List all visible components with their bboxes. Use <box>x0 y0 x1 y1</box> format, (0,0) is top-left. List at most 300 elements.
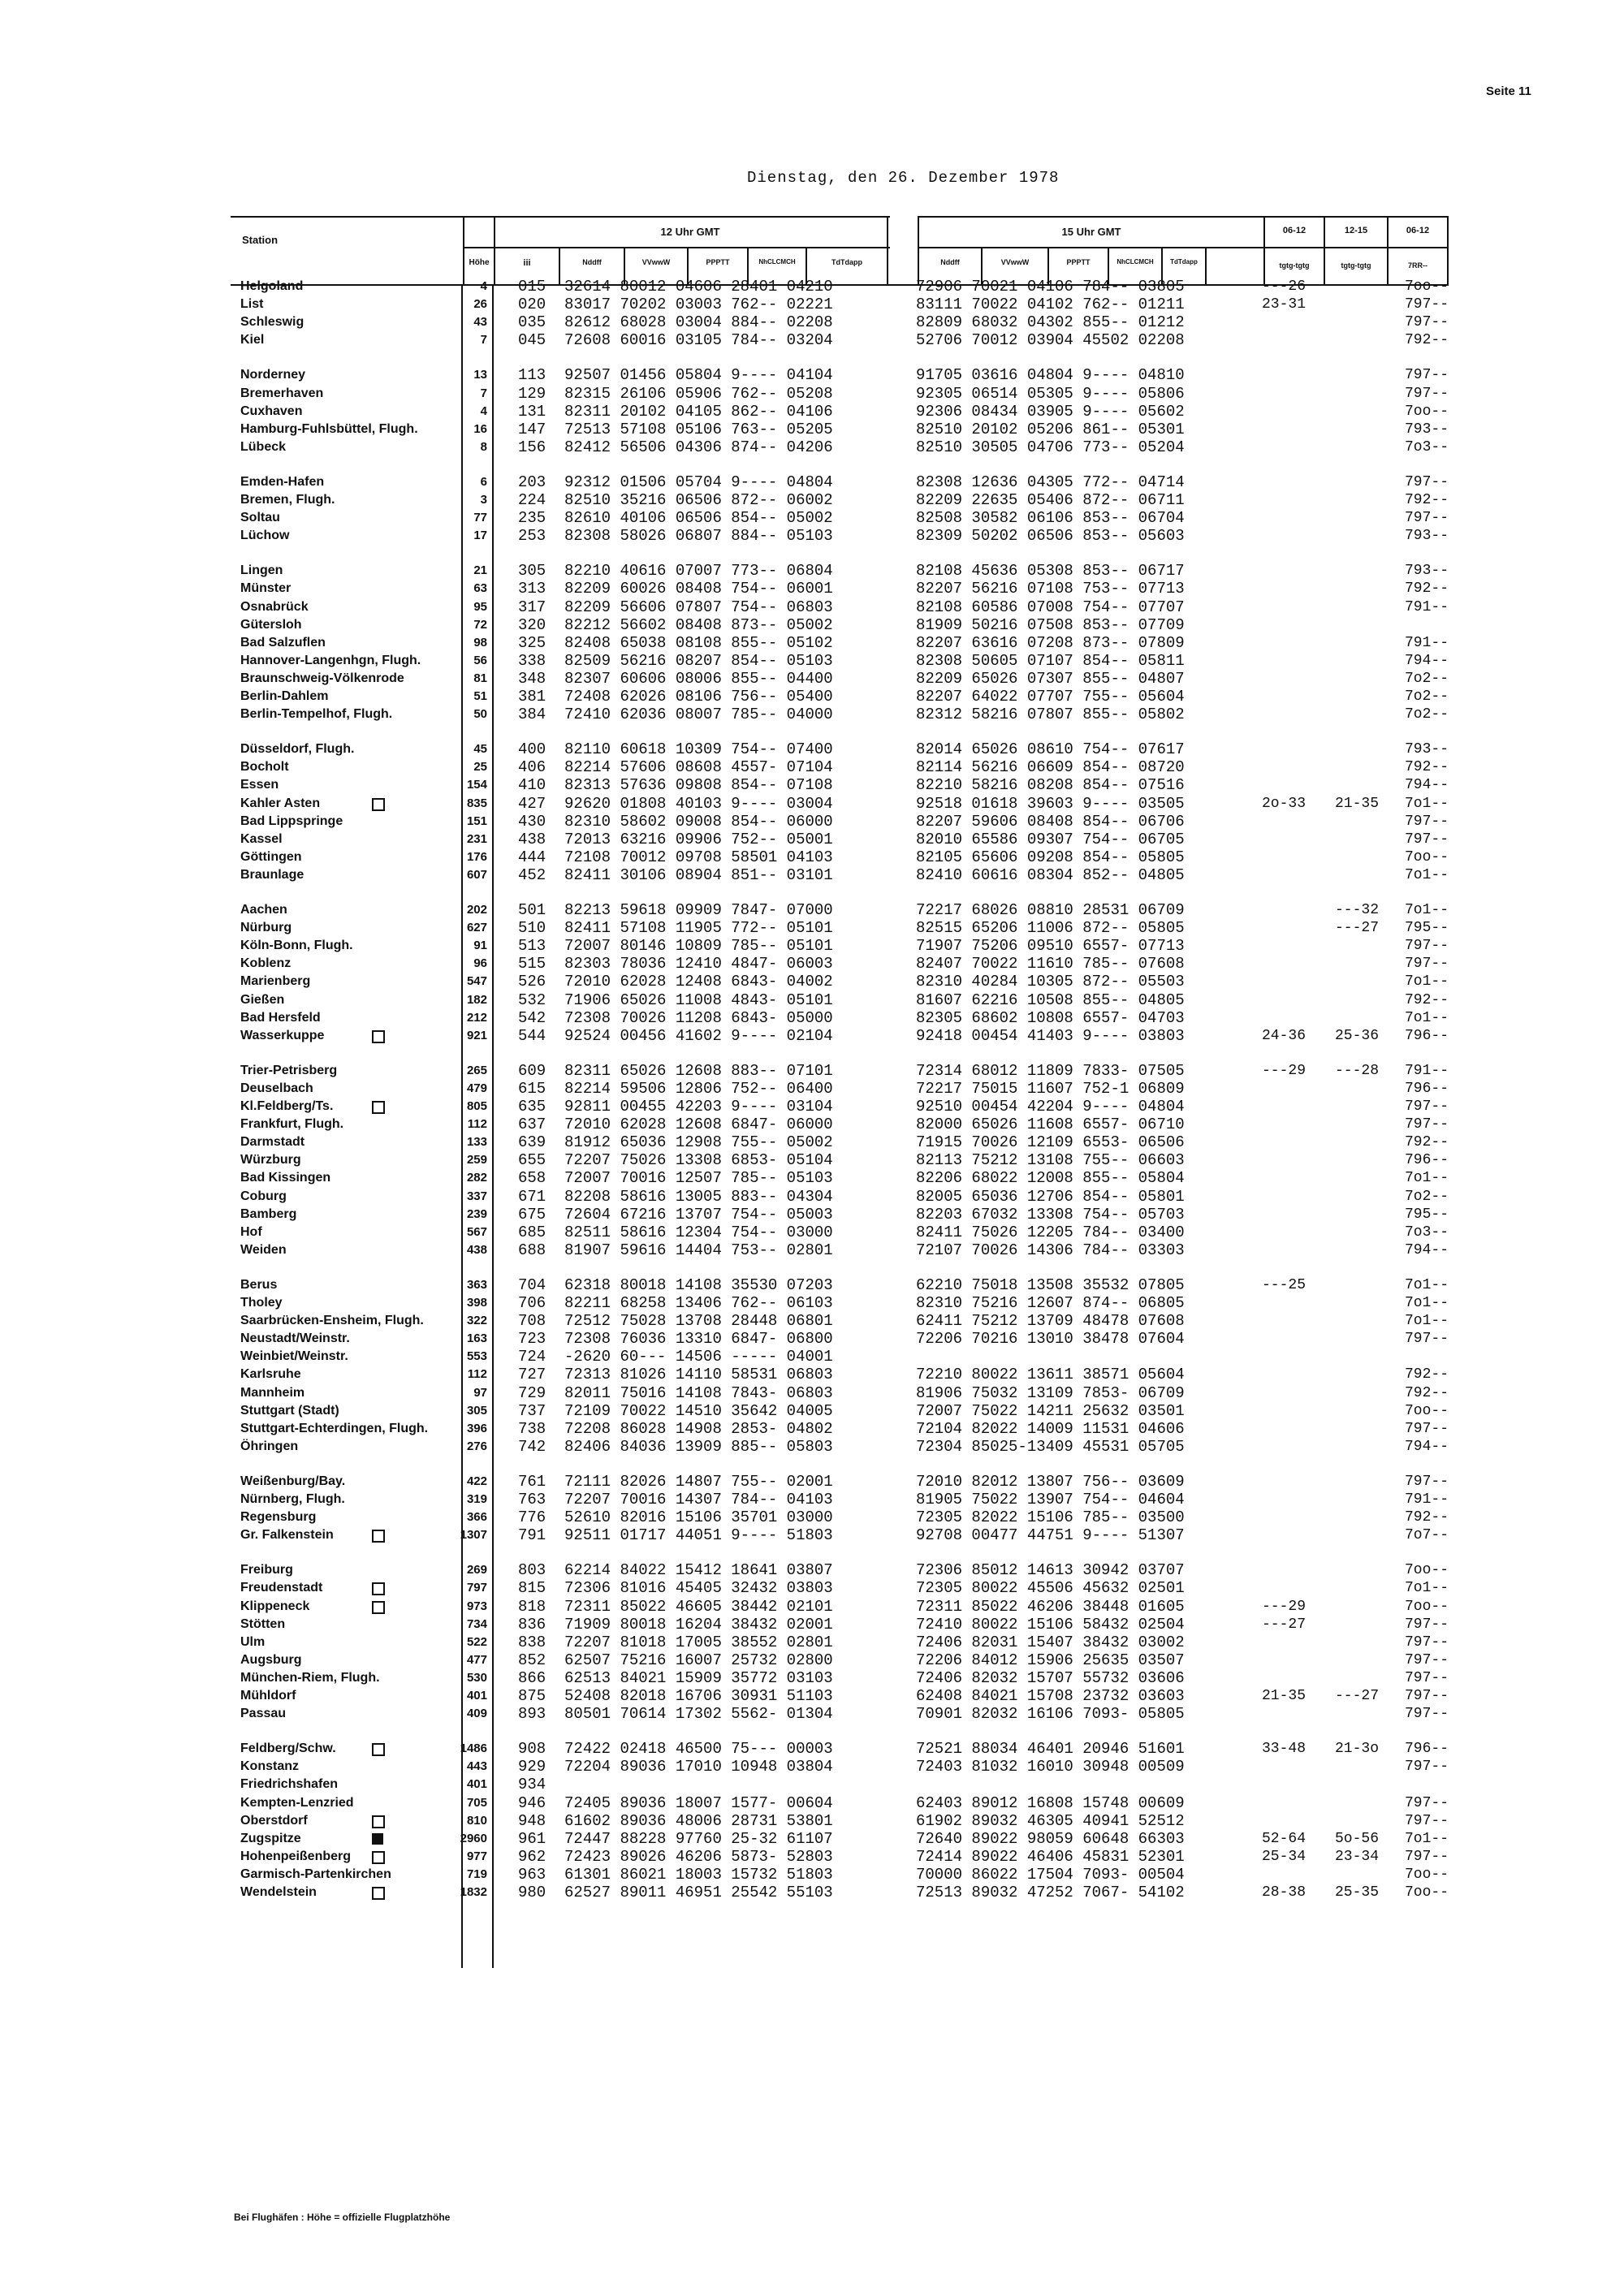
obs-12utc <box>518 1651 833 1669</box>
range-06-12-rr: 797-- <box>1405 1616 1449 1633</box>
obs-12utc-values: 92620 01808 40103 9---- 03004 <box>564 794 833 813</box>
station-name: Wendelstein <box>240 1885 317 1899</box>
range-06-12: ---29 <box>1262 1598 1307 1615</box>
station-index: 980 <box>518 1884 546 1901</box>
station-name: Bad Kissingen <box>240 1171 331 1185</box>
obs-12utc-values: 82307 60606 08006 855-- 04400 <box>564 669 833 688</box>
station-name: Zugspitze <box>240 1831 301 1845</box>
station-index: 317 <box>518 598 546 616</box>
range-06-12-rr: 7o2-- <box>1405 706 1449 723</box>
obs-12utc <box>518 616 833 634</box>
iii-column-header: iii <box>523 258 531 268</box>
obs-15utc-values: 82515 65206 11006 872-- 05805 <box>916 919 1185 938</box>
station-name: Cuxhaven <box>240 404 303 418</box>
station-name: Feldberg/Schw. <box>240 1741 336 1756</box>
mountain-station-square-icon <box>372 798 385 811</box>
spacer <box>546 848 564 866</box>
obs-15utc-values: 71915 70026 12109 6553- 06506 <box>916 1133 1185 1152</box>
obs-12utc <box>518 776 833 794</box>
range-06-12-rr: 7o1-- <box>1405 1830 1449 1847</box>
station-height: 366 <box>466 1510 487 1525</box>
range-06-12-rr: 797-- <box>1405 385 1449 402</box>
obs-12utc <box>518 795 833 813</box>
obs-15utc-values: 62210 75018 13508 35532 07805 <box>916 1275 1185 1294</box>
station-index: 704 <box>518 1275 546 1294</box>
obs-12utc <box>518 278 833 296</box>
obs-12utc-values: 72109 70022 14510 35642 04005 <box>564 1401 833 1420</box>
spacer <box>546 1151 564 1169</box>
obs-12utc <box>518 1758 833 1776</box>
spacer <box>546 1561 564 1579</box>
station-index: 948 <box>518 1811 546 1830</box>
obs-12utc <box>518 1598 833 1616</box>
range-06-12-rr: 7o3-- <box>1405 438 1449 455</box>
station-index: 338 <box>518 651 546 670</box>
station-index: 727 <box>518 1366 546 1384</box>
range-06-12-rr: 794-- <box>1405 1241 1449 1258</box>
station-height: 21 <box>473 563 487 578</box>
station-index: 501 <box>518 901 546 919</box>
col12-nddff: Nddff <box>582 258 602 266</box>
obs-15utc-values: 82207 64022 07707 755-- 05604 <box>916 688 1185 706</box>
station-name: Essen <box>240 778 279 792</box>
range-06-12-rr: 796-- <box>1405 1741 1449 1758</box>
spacer <box>546 598 564 616</box>
range-06-12: 21-35 <box>1262 1688 1307 1704</box>
obs-15utc-values: 72906 70021 04106 784-- 03805 <box>916 278 1185 296</box>
obs-12utc-values: 62513 84021 15909 35772 03103 <box>564 1668 833 1687</box>
station-height: 81 <box>473 671 487 685</box>
spacer <box>546 385 564 403</box>
station-height: 401 <box>466 1689 487 1703</box>
spacer <box>546 438 564 456</box>
obs-12utc-values: 32614 80012 04606 28401 04210 <box>564 278 833 296</box>
range-06-12-rr: 7o2-- <box>1405 670 1449 687</box>
obs-12utc-values: 72422 02418 46500 75--- 00003 <box>564 1740 833 1759</box>
range-06-12: 33-48 <box>1262 1741 1307 1758</box>
spacer <box>546 1027 564 1045</box>
station-name: Kiel <box>240 333 265 347</box>
station-name: Stuttgart-Echterdingen, Flugh. <box>240 1421 429 1435</box>
obs-12utc <box>518 670 833 688</box>
range-06-12-rr: 7o3-- <box>1405 1224 1449 1241</box>
obs-12utc <box>518 1098 833 1116</box>
obs-12utc-values: 72405 89036 18007 1577- 00604 <box>564 1793 833 1812</box>
station-index: 761 <box>518 1472 546 1491</box>
station-name: Weißenburg/Bay. <box>240 1474 346 1488</box>
station-name: Soltau <box>240 511 280 525</box>
obs-15utc-values: 82005 65036 12706 854-- 05801 <box>916 1187 1185 1206</box>
spacer <box>546 1402 564 1420</box>
obs-12utc <box>518 1830 833 1848</box>
obs-15utc-values: 82809 68032 04302 855-- 01212 <box>916 313 1185 332</box>
mountain-station-square-icon <box>372 1530 385 1543</box>
obs-15utc-values: 82203 67032 13308 754-- 05703 <box>916 1205 1185 1224</box>
spacer <box>546 1705 564 1723</box>
obs-15utc-values: 82114 56216 06609 854-- 08720 <box>916 758 1185 777</box>
station-index: 815 <box>518 1579 546 1598</box>
station-height: 72 <box>473 617 487 632</box>
obs-15utc-values: 92305 06514 05305 9---- 05806 <box>916 384 1185 403</box>
spacer <box>546 1080 564 1098</box>
obs-12utc <box>518 1188 833 1206</box>
obs-12utc <box>518 438 833 456</box>
range-06-12-rr: 797-- <box>1405 1634 1449 1651</box>
spacer <box>546 1830 564 1848</box>
station-name: Weiden <box>240 1242 287 1257</box>
obs-12utc-values: 82308 58026 06807 884-- 05103 <box>564 527 833 546</box>
range-06-12-rr: 7o1-- <box>1405 1276 1449 1293</box>
obs-15utc-values: 82207 56216 07108 753-- 07713 <box>916 580 1185 598</box>
obs-12utc <box>518 562 833 580</box>
spacer <box>546 1598 564 1616</box>
obs-15utc-values: 82305 68602 10808 6557- 04703 <box>916 1008 1185 1027</box>
filled-square-icon <box>372 1833 383 1845</box>
spacer <box>546 955 564 973</box>
station-index: 961 <box>518 1829 546 1848</box>
obs-12utc-values: 92507 01456 05804 9---- 04104 <box>564 366 833 385</box>
obs-12utc-values: 82209 60026 08408 754-- 06001 <box>564 580 833 598</box>
obs-15utc-values: 82105 65606 09208 854-- 05805 <box>916 848 1185 866</box>
station-index: 852 <box>518 1651 546 1669</box>
station-name: Kahler Asten <box>240 796 321 810</box>
obs-15utc-values: 72414 89022 46406 45831 52301 <box>916 1847 1185 1866</box>
obs-12utc-values: 72108 70012 09708 58501 04103 <box>564 848 833 866</box>
range-06-12-rr: 797-- <box>1405 813 1449 830</box>
station-height: 835 <box>466 796 487 810</box>
obs-15utc-values: 72640 89022 98059 60648 66303 <box>916 1829 1185 1848</box>
station-name: Helgoland <box>240 279 304 293</box>
obs-12utc-values: 72010 62028 12608 6847- 06000 <box>564 1116 833 1134</box>
obs-15utc-values: 62403 89012 16808 15748 00609 <box>916 1793 1185 1812</box>
station-name: Neustadt/Weinstr. <box>240 1331 350 1346</box>
spacer <box>546 580 564 598</box>
spacer <box>546 1740 564 1758</box>
station-index: 438 <box>518 830 546 848</box>
spacer <box>546 1776 564 1793</box>
obs-12utc <box>518 366 833 384</box>
station-index: 655 <box>518 1151 546 1170</box>
range-06-12-rr: 7o1-- <box>1405 902 1449 918</box>
obs-15utc-values: 92708 00477 44751 9---- 51307 <box>916 1526 1185 1545</box>
obs-15utc-values: 82014 65026 08610 754-- 07617 <box>916 740 1185 759</box>
range-06-12: 2o-33 <box>1262 795 1307 812</box>
obs-12utc-values: 82610 40106 06506 854-- 05002 <box>564 509 833 528</box>
table-header <box>231 216 1449 286</box>
station-height: 443 <box>466 1759 487 1774</box>
obs-12utc-values: 72308 70026 11208 6843- 05000 <box>564 1008 833 1027</box>
t15-header: 15 Uhr GMT <box>1061 226 1121 238</box>
obs-12utc-values: 72207 81018 17005 38552 02801 <box>564 1633 833 1651</box>
col12-clouds: NhCLCMCH <box>758 258 796 265</box>
obs-15utc-values: 92518 01618 39603 9---- 03505 <box>916 794 1185 813</box>
obs-12utc <box>518 1133 833 1151</box>
obs-12utc-values: 82315 26106 05906 762-- 05208 <box>564 384 833 403</box>
station-name: Norderney <box>240 368 306 382</box>
spacer <box>546 1866 564 1884</box>
obs-12utc <box>518 313 833 331</box>
spacer <box>546 1009 564 1027</box>
obs-15utc-values: 82210 58216 08208 854-- 07516 <box>916 776 1185 795</box>
range-06-12-rr: 7oo-- <box>1405 1402 1449 1419</box>
station-name: Karlsruhe <box>240 1367 301 1382</box>
range-06-12-rr: 792-- <box>1405 1509 1449 1526</box>
range-06-12-rr: 794-- <box>1405 1438 1449 1455</box>
station-name: München-Riem, Flugh. <box>240 1670 380 1685</box>
obs-12utc-values: 72313 81026 14110 58531 06803 <box>564 1366 833 1384</box>
obs-12utc-values: 92811 00455 42203 9---- 03104 <box>564 1098 833 1116</box>
obs-12utc-values: 82208 58616 13005 883-- 04304 <box>564 1187 833 1206</box>
spacer <box>546 1206 564 1224</box>
station-height: 8 <box>480 439 487 454</box>
spacer <box>546 1669 564 1687</box>
station-index: 635 <box>518 1098 546 1116</box>
range-12-15: 21-35 <box>1335 795 1380 812</box>
obs-12utc-values: 82011 75016 14108 7843- 06803 <box>564 1383 833 1402</box>
station-name: Mannheim <box>240 1385 305 1400</box>
obs-12utc-values: 62507 75216 16007 25732 02800 <box>564 1651 833 1669</box>
obs-15utc-values: 72217 75015 11607 752-1 06809 <box>916 1079 1185 1098</box>
range1-subheader: tgtg-tgtg <box>1279 261 1310 270</box>
spacer <box>546 937 564 955</box>
station-name: Bad Salzuflen <box>240 635 326 650</box>
station-index: 515 <box>518 955 546 973</box>
spacer <box>546 866 564 884</box>
spacer <box>546 1634 564 1651</box>
station-name: Berus <box>240 1277 278 1292</box>
obs-12utc-values: 72207 75026 13308 6853- 05104 <box>564 1151 833 1170</box>
obs-12utc-values: 72308 76036 13310 6847- 06800 <box>564 1330 833 1349</box>
spacer <box>546 527 564 545</box>
obs-15utc-values: 82207 59606 08408 854-- 06706 <box>916 812 1185 831</box>
spacer <box>546 1508 564 1526</box>
obs-15utc-values: 72513 89032 47252 7067- 54102 <box>916 1884 1185 1901</box>
spacer <box>546 634 564 652</box>
station-index: 724 <box>518 1348 546 1366</box>
range-06-12-rr: 794-- <box>1405 652 1449 669</box>
station-index: 410 <box>518 776 546 795</box>
obs-12utc <box>518 1438 833 1456</box>
station-height: 719 <box>466 1867 487 1881</box>
station-height: 56 <box>473 653 487 667</box>
obs-12utc <box>518 634 833 652</box>
station-name: Bamberg <box>240 1206 297 1221</box>
station-name: Hamburg-Fuhlsbüttel, Flugh. <box>240 421 418 436</box>
obs-12utc-values: 72207 70016 14307 784-- 04103 <box>564 1491 833 1508</box>
station-height: 95 <box>473 599 487 614</box>
obs-15utc-values: 82010 65586 09307 754-- 06705 <box>916 830 1185 848</box>
station-index: 818 <box>518 1597 546 1616</box>
station-name: Gütersloh <box>240 617 302 632</box>
station-index: 637 <box>518 1116 546 1134</box>
range-06-12-rr: 7o1-- <box>1405 1170 1449 1187</box>
obs-12utc <box>518 973 833 990</box>
obs-12utc <box>518 652 833 670</box>
range-06-12-rr: 797-- <box>1405 1706 1449 1723</box>
obs-12utc <box>518 1294 833 1312</box>
range-06-12-rr: 792-- <box>1405 492 1449 508</box>
obs-15utc-values: 82000 65026 11608 6557- 06710 <box>916 1116 1185 1134</box>
station-index: 035 <box>518 313 546 332</box>
obs-15utc-values: 72305 80022 45506 45632 02501 <box>916 1579 1185 1598</box>
spacer <box>546 1848 564 1866</box>
spacer <box>546 1169 564 1187</box>
station-index: 400 <box>518 740 546 759</box>
range-12-15: 5o-56 <box>1335 1830 1380 1847</box>
range-12-15: 25-36 <box>1335 1027 1380 1044</box>
range-06-12-rr: 7o1-- <box>1405 795 1449 812</box>
obs-12utc <box>518 1402 833 1420</box>
obs-12utc-values: 72013 63216 09906 752-- 05001 <box>564 830 833 848</box>
station-index: 129 <box>518 384 546 403</box>
spacer <box>546 740 564 758</box>
station-name: Hof <box>240 1224 262 1239</box>
station-height: 97 <box>473 1385 487 1400</box>
page-number: Seite 11 <box>1486 84 1531 98</box>
range-06-12-rr: 797-- <box>1405 296 1449 313</box>
station-height: 154 <box>466 778 487 792</box>
spacer <box>546 1294 564 1312</box>
obs-12utc-values: 92312 01506 05704 9---- 04804 <box>564 473 833 491</box>
obs-12utc-values: 82411 57108 11905 772-- 05101 <box>564 919 833 938</box>
mountain-station-square-icon <box>372 1101 385 1114</box>
station-name: Würzburg <box>240 1153 301 1167</box>
obs-15utc-values: 72107 70026 14306 784-- 03303 <box>916 1241 1185 1259</box>
range-06-12-rr: 7oo-- <box>1405 848 1449 865</box>
station-height: 17 <box>473 529 487 543</box>
obs-12utc <box>518 296 833 313</box>
obs-15utc-values: 82407 70022 11610 785-- 07608 <box>916 955 1185 973</box>
spacer <box>546 278 564 296</box>
range-06-12: 28-38 <box>1262 1884 1307 1901</box>
obs-15utc-values: 81909 50216 07508 853-- 07709 <box>916 615 1185 634</box>
obs-12utc-values: 52408 82018 16706 30931 51103 <box>564 1687 833 1705</box>
obs-12utc <box>518 1312 833 1330</box>
station-height: 163 <box>466 1331 487 1346</box>
obs-12utc <box>518 1705 833 1723</box>
station-index: 962 <box>518 1847 546 1866</box>
range-06-12-rr: 797-- <box>1405 1848 1449 1865</box>
obs-12utc <box>518 706 833 723</box>
range-06-12-rr: 797-- <box>1405 1759 1449 1776</box>
range-06-12-rr: 7oo-- <box>1405 1598 1449 1615</box>
station-index: 615 <box>518 1079 546 1098</box>
spacer <box>546 901 564 919</box>
range-06-12-rr: 797-- <box>1405 956 1449 973</box>
obs-12utc-values: 72007 70016 12507 785-- 05103 <box>564 1169 833 1188</box>
obs-12utc-values: 72007 80146 10809 785-- 05101 <box>564 937 833 956</box>
obs-12utc-values: 82311 20102 04105 862-- 04106 <box>564 402 833 421</box>
obs-12utc <box>518 1491 833 1508</box>
obs-15utc-values: 82410 60616 08304 852-- 04805 <box>916 865 1185 884</box>
spacer <box>546 1491 564 1508</box>
station-name: Göttingen <box>240 849 302 864</box>
station-height: 2960 <box>460 1831 487 1845</box>
station-height: 398 <box>466 1296 487 1310</box>
station-height: 810 <box>466 1813 487 1828</box>
station-height: 409 <box>466 1707 487 1721</box>
station-name: Deuselbach <box>240 1081 313 1095</box>
range-06-12-rr: 797-- <box>1405 1794 1449 1811</box>
station-index: 838 <box>518 1633 546 1651</box>
station-name: Lüchow <box>240 529 290 543</box>
obs-15utc-values: 70901 82032 16106 7093- 05805 <box>916 1705 1185 1724</box>
station-name: Wasserkuppe <box>240 1028 325 1042</box>
col15-dew: TdTdapp <box>1170 258 1198 265</box>
obs-12utc <box>518 331 833 349</box>
range-06-12-rr: 797-- <box>1405 314 1449 331</box>
range2-header: 12-15 <box>1344 226 1368 235</box>
station-name: Münster <box>240 581 292 596</box>
obs-12utc <box>518 1526 833 1544</box>
station-name: Kempten-Lenzried <box>240 1795 354 1810</box>
obs-15utc-values: 72206 84012 15906 25635 03507 <box>916 1651 1185 1669</box>
station-index: 776 <box>518 1508 546 1527</box>
station-height: 319 <box>466 1492 487 1506</box>
station-name: Oberstdorf <box>240 1813 308 1828</box>
obs-12utc-values: 82612 68028 03004 884-- 02208 <box>564 313 833 332</box>
obs-15utc-values: 62411 75212 13709 48478 07608 <box>916 1312 1185 1331</box>
col15-nddff: Nddff <box>940 258 960 266</box>
station-height: 627 <box>466 921 487 935</box>
range-12-15: ---32 <box>1335 902 1380 918</box>
station-name: Klippeneck <box>240 1599 310 1613</box>
station-name: Braunschweig-Völkenrode <box>240 671 404 685</box>
obs-12utc <box>518 1473 833 1491</box>
station-height: 212 <box>466 1010 487 1025</box>
station-height: 16 <box>473 421 487 436</box>
station-height: 259 <box>466 1153 487 1167</box>
station-name: Hannover-Langenhgn, Flugh. <box>240 653 421 667</box>
obs-12utc <box>518 1634 833 1651</box>
station-height: 396 <box>466 1421 487 1435</box>
spacer <box>546 706 564 723</box>
t12-header: 12 Uhr GMT <box>660 226 720 238</box>
obs-15utc-values: 82207 63616 07208 873-- 07809 <box>916 633 1185 652</box>
obs-15utc-values: 72007 75022 14211 25632 03501 <box>916 1401 1185 1420</box>
spacer <box>546 1384 564 1402</box>
station-index: 020 <box>518 296 546 314</box>
obs-12utc-values: 82411 30106 08904 851-- 03101 <box>564 865 833 884</box>
obs-12utc-values: 72111 82026 14807 755-- 02001 <box>564 1472 833 1491</box>
obs-12utc-values: 82213 59618 09909 7847- 07000 <box>564 901 833 919</box>
obs-12utc <box>518 1009 833 1027</box>
range-12-15: ---28 <box>1335 1062 1380 1079</box>
mountain-station-square-icon <box>372 1743 385 1756</box>
station-name: Bocholt <box>240 760 289 775</box>
spacer <box>546 1794 564 1812</box>
col15-vvwww: VVwwW <box>1000 258 1030 266</box>
station-index: 866 <box>518 1668 546 1687</box>
station-name: Mühldorf <box>240 1689 296 1703</box>
station-height: 805 <box>466 1099 487 1113</box>
obs-15utc-values: 82108 60586 07008 754-- 07707 <box>916 598 1185 616</box>
range-06-12-rr: 797-- <box>1405 938 1449 955</box>
station-height: 438 <box>466 1242 487 1257</box>
obs-12utc-values: 83017 70202 03003 762-- 02221 <box>564 296 833 314</box>
range-06-12: ---26 <box>1262 278 1307 295</box>
range-06-12-rr: 797-- <box>1405 1116 1449 1133</box>
obs-15utc-values: 72314 68012 11809 7833- 07505 <box>916 1061 1185 1080</box>
spacer <box>546 296 564 313</box>
range-06-12-rr: 797-- <box>1405 1098 1449 1115</box>
station-name: Kassel <box>240 831 283 846</box>
spacer <box>546 670 564 688</box>
obs-12utc-values: 72204 89036 17010 10948 03804 <box>564 1758 833 1776</box>
col12-vvwww: VVwwW <box>641 258 671 266</box>
obs-12utc <box>518 1384 833 1402</box>
spacer <box>546 366 564 384</box>
